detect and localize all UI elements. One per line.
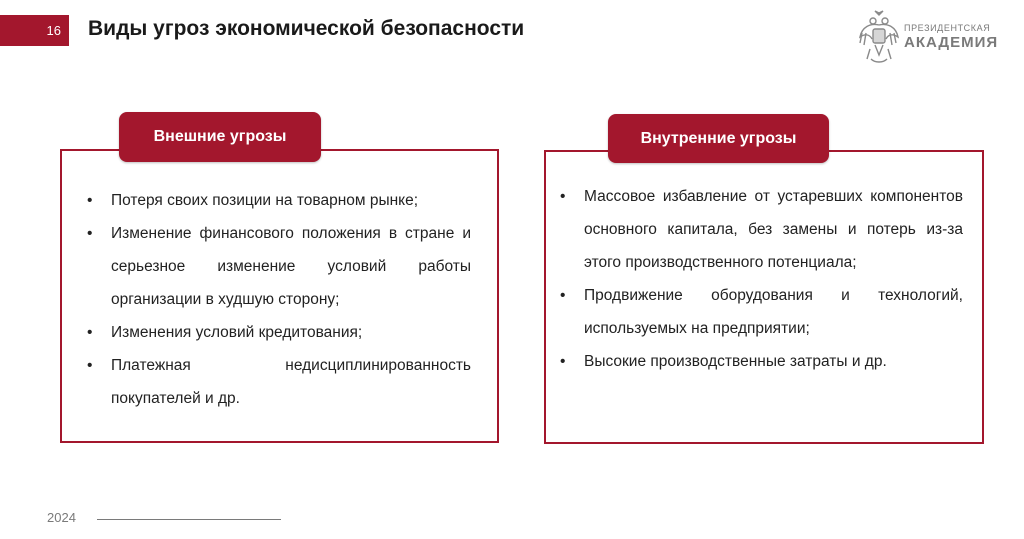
list-item: • Платежная недисциплинированность покупателей и др. <box>85 349 471 415</box>
eagle-emblem-icon <box>858 9 900 65</box>
academy-logo <box>858 8 1008 66</box>
footer-year: 2024 <box>47 510 76 525</box>
logo-line-1: ПРЕЗИДЕНТСКАЯ <box>904 23 991 33</box>
logo-text <box>904 24 998 50</box>
slide-number: 16 <box>46 23 61 38</box>
slide-number-bar <box>0 15 69 46</box>
list-item: • Высокие производственные затраты и др. <box>558 345 963 378</box>
list-item: • Потеря своих позиции на товарном рынке; <box>85 184 471 217</box>
internal-threats-heading: Внутренние угрозы <box>608 114 829 163</box>
list-item: • Продвижение оборудования и технологий, используемых на предприятии; <box>558 279 963 345</box>
logo-line-2: АКАДЕМИЯ <box>904 34 999 51</box>
internal-threats-list <box>558 180 963 378</box>
list-item: • Массовое избавление от устаревших компонентов основного капитала, без замены и потерь из-за этого производственного потенциала; <box>558 180 963 279</box>
list-item: • Изменения условий кредитования; <box>85 316 471 349</box>
page-title: Виды угроз экономической безопасности <box>88 17 525 40</box>
external-threats-list <box>85 184 471 415</box>
external-threats-heading: Внешние угрозы <box>119 112 321 162</box>
list-item: • Изменение финансового положения в стране и серьезное изменение условий работы организации в худшую сторону; <box>85 217 471 316</box>
footer-divider <box>97 519 281 520</box>
